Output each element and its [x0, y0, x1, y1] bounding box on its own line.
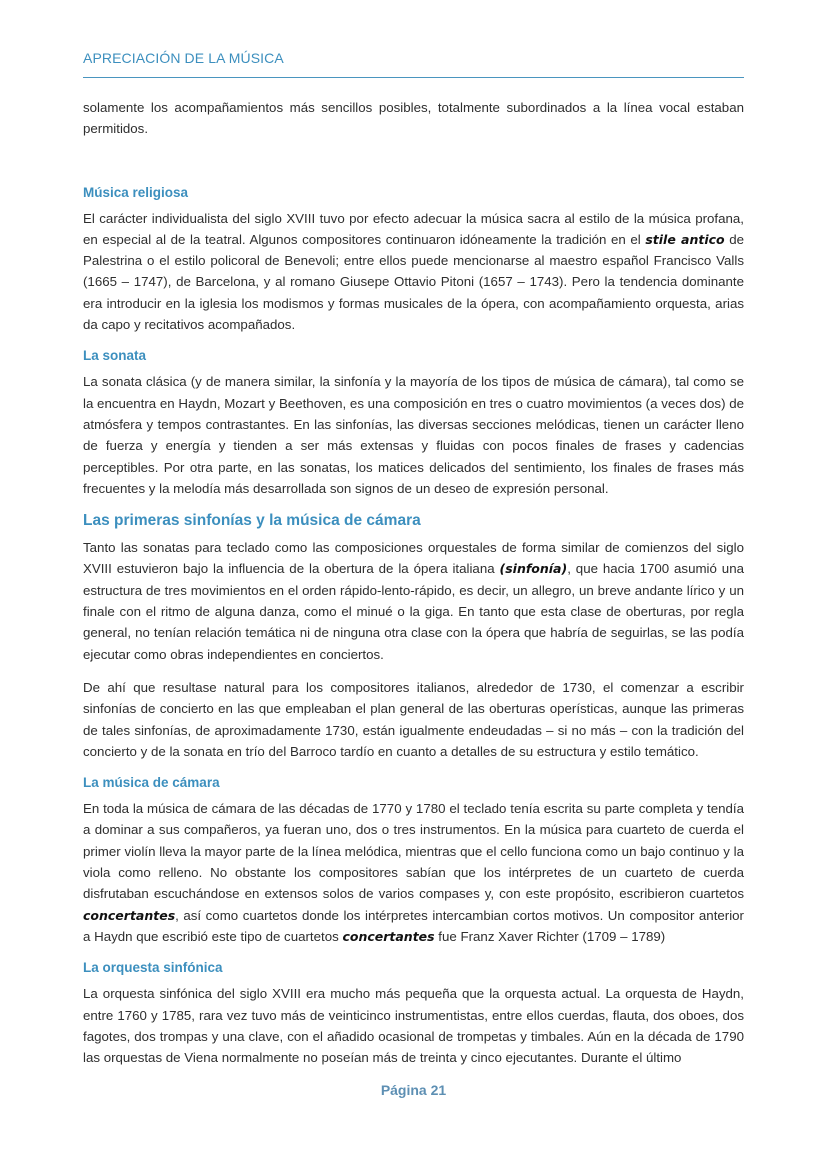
- emphasis-concertantes: concertantes: [83, 907, 176, 923]
- text-run: En toda la música de cámara de las décadas de 1770 y 1780 el teclado tenía escrita su parte completa y tendía a dominar a sus compañeros, ya fueran uno, dos o tres instrumentos. En la música para cuarteto de cuerda el primer violín lleva la mayor parte de la línea melódica, mientras que el cello funciona como un bajo continuo y la viola como relleno. No obstante los compositores sabían que los intérpretes de un cuarteto de cuerda disfrutaban escuchándose en extensos solos de varios compases y, con este propósito, escribieron cuartetos: [83, 801, 744, 902]
- page-content: [83, 97, 744, 1068]
- paragraph-la-sonata: La sonata clásica (y de manera similar, la sinfonía y la mayoría de los tipos de música de cámara), tal como se la encuentra en Haydn, Mozart y Beethoven, es una composición en tres o cuatro movimientos (a veces dos) de atmósfera y tempos contrastantes. En las sinfonías, las diversas secciones melódicas, tienen un carácter lleno de fuerza y energía y tienden a ser más extensas y fluidas con pocos finales de frases y cadencias perceptibles. Por otra parte, en las sonatas, los matices delicados del sentimiento, los finales de frases más frecuentes y la melodía más desarrollada son signos de un deseo de expresión personal.: [83, 374, 744, 496]
- heading-la-sonata: La sonata: [83, 348, 147, 364]
- paragraph-primeras-sinfonias-2: De ahí que resultase natural para los compositores italianos, alrededor de 1730, el comenzar a escribir sinfonías de concierto en las que empleaban el plan general de las oberturas operísticas, aunque las primeras de tales sinfonías, de aproximadamente 1730, están igualmente endeudadas – si no más – con la tradición del concierto y de la sonata en trío del Barroco tardío en cuanto a detalles de su estructura y estilo temático.: [83, 679, 744, 759]
- heading-primeras-sinfonias: Las primeras sinfonías y la música de cámara: [83, 512, 421, 530]
- paragraph-musica-camara: [83, 798, 744, 947]
- header-divider: [83, 77, 744, 78]
- text-run: , que hacia 1700 asumió una estructura de tres movimientos en el orden rápido-lento-rápido, es decir, un allegro, un breve andante lírico y un finale con el ritmo de alguna danza, como el minué o la giga. En tanto que esta clase de oberturas, por regla general, no tenían relación temática ni de ninguna otra clase con la ópera que habría de seguirlas, se las podía ejecutar como obras independientes en conciertos.: [83, 561, 744, 662]
- page-number: Página 21: [380, 1082, 447, 1098]
- paragraph-primeras-sinfonias-1: [83, 537, 744, 665]
- paragraph-orquesta-sinfonica: La orquesta sinfónica del siglo XVIII era mucho más pequeña que la orquesta actual. La orquesta de Haydn, entre 1760 y 1785, rara vez tuvo más de veinticinco instrumentistas, entre ellos cuerdas, flauta, dos oboes, dos fagotes, dos trompas y una clave, con el añadido ocasional de trompetas y timbales. Aún en la década de 1790 las orquestas de Viena normalmente no poseían más de treinta y cinco ejecutantes. Durante el último: [83, 986, 744, 1066]
- emphasis-concertantes: concertantes: [342, 928, 435, 944]
- emphasis-stile-antico: stile antico: [645, 231, 725, 247]
- text-run: El carácter individualista del siglo XVIII tuvo por efecto adecuar la música sacra al estilo de la música profana, en especial al de la teatral. Algunos compositores continuaron idóneamente la tradición en el: [83, 210, 744, 247]
- text-run: Tanto las sonatas para teclado como las composiciones orquestales de forma similar de comienzos del siglo XVIII estuvieron bajo la influencia de la obertura de la ópera italiana: [83, 540, 744, 577]
- heading-orquesta-sinfonica: La orquesta sinfónica: [83, 960, 223, 976]
- text-run: fue Franz Xaver Richter (1709 – 1789): [434, 928, 666, 944]
- text-run: , así como cuartetos donde los intérpretes intercambian cortos motivos. Un compositor anterior a Haydn que escribió este tipo de cuartetos: [83, 907, 744, 944]
- intro-paragraph: solamente los acompañamientos más sencillos posibles, totalmente subordinados a la línea vocal estaban permitidos.: [83, 100, 744, 137]
- paragraph-musica-religiosa: [83, 208, 744, 336]
- emphasis-sinfonia: (sinfonía): [499, 561, 568, 577]
- heading-musica-camara: La música de cámara: [83, 775, 220, 791]
- text-run: de Palestrina o el estilo policoral de Benevoli; entre ellos puede mencionarse al maestro español Francisco Valls (1665 – 1747), de Barcelona, y al romano Giusepe Ottavio Pitoni (1657 – 1743). Pero la tendencia dominante era introducir en la iglesia los modismos y formas musicales de la ópera, con acompañamiento orquesta, arias da capo y recitativos acompañados.: [83, 231, 744, 333]
- heading-musica-religiosa: Música religiosa: [83, 184, 189, 200]
- running-header-title: APRECIACIÓN DE LA MÚSICA: [83, 50, 284, 66]
